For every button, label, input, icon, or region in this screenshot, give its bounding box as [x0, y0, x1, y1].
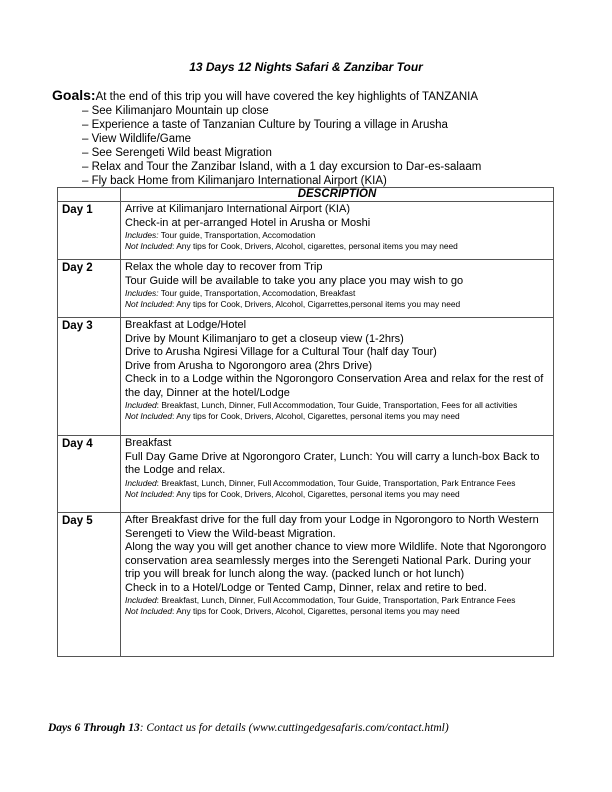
description-line: After Breakfast drive for the full day from your Lodge in Ngorongoro to North Western Serengeti to View the Wild-beast Migration.: [125, 514, 539, 540]
includes-line: Included: Breakfast, Lunch, Dinner, Full Accommodation, Tour Guide, Transportation, Park Entrance Fees: [125, 477, 516, 488]
description-line: Drive by Mount Kilimanjaro to get a closeup view (1-2hrs): [125, 332, 404, 345]
description-line: Full Day Game Drive at Ngorongoro Crater, Lunch: You will carry a lunch-box Back to the Lodge and relax.: [125, 450, 540, 476]
not-included-line: Not Included: Any tips for Cook, Drivers, Alcohol, cigarettes, personal items you may need: [125, 241, 458, 251]
includes-label: Includes:: [125, 288, 159, 298]
goals-intro: At the end of this trip you will have covered the key highlights of TANZANIA: [95, 91, 479, 103]
table-row: [58, 260, 554, 318]
goal-item: – Fly back Home from Kilimanjaro International Airport (KIA): [82, 175, 387, 187]
goals-label: Goals:: [52, 87, 96, 103]
description-line: Breakfast: [125, 437, 172, 449]
table-row: [58, 202, 554, 260]
description-line: Drive to Arusha Ngiresi Village for a Cultural Tour (half day Tour): [125, 346, 437, 358]
not-included-label: Not Included: [125, 299, 173, 309]
goal-item: – Relax and Tour the Zanzibar Island, with a 1 day excursion to Dar-es-salaam: [82, 161, 482, 173]
description-line: Breakfast at Lodge/Hotel: [125, 319, 247, 331]
description-line: Drive from Arusha to Ngorongoro area (2hrs Drive): [125, 359, 372, 372]
day-label: Day 1: [58, 202, 121, 260]
footer-text: : Contact us for details (www.cuttingedgesafaris.com/contact.html): [139, 722, 449, 734]
description-line: Arrive at Kilimanjaro International Airport (KIA): [125, 203, 350, 215]
includes-line: Included: Breakfast, Lunch, Dinner, Full Accommodation, Tour Guide, Transportation, Fees for all activities: [125, 400, 518, 410]
goals-section: [52, 88, 592, 188]
not-included-label: Not Included: [125, 411, 173, 421]
itinerary-table: [57, 187, 554, 657]
goal-item: – Experience a taste of Tanzanian Culture by Touring a village in Arusha: [82, 119, 448, 131]
goal-item: – See Kilimanjaro Mountain up close: [82, 105, 269, 117]
not-included-label: Not Included: [125, 488, 173, 499]
not-included-label: Not Included: [125, 241, 173, 251]
day-description: [121, 260, 554, 318]
description-line: Along the way you will get another chance to view more Wildlife. Note that Ngorongoro conservation area seamlessly merges into the Serengeti National Park. During your trip you will break for lunch along the way. (packed lunch or hot lunch): [125, 541, 547, 580]
day-description: [121, 318, 554, 436]
footer-label: Days 6 Through 13: [48, 722, 140, 734]
day-label: Day 3: [58, 318, 121, 436]
description-line: Check in to a Lodge within the Ngorongoro Conservation Area and relax for the rest of the day, Dinner at the hotel/Lodge: [125, 373, 544, 399]
includes-label: Includes:: [125, 230, 159, 240]
description-line: Check-in at per-arranged Hotel in Arusha or Moshi: [125, 216, 371, 229]
description-line: Relax the whole day to recover from Trip: [125, 261, 323, 273]
description-line: Tour Guide will be available to take you any place you may wish to go: [125, 274, 464, 287]
day-description: [121, 436, 554, 513]
day-label: Day 5: [58, 513, 121, 657]
includes-line: Includes: Tour guide, Transportation, Accomodation, Breakfast: [125, 288, 356, 298]
goal-item: – View Wildlife/Game: [82, 133, 192, 145]
day-label: Day 4: [58, 436, 121, 513]
goals-intro-line: [52, 88, 592, 104]
table-header-row: [58, 188, 554, 202]
includes-line: Includes: Tour guide, Transportation, Accomodation: [125, 230, 316, 240]
includes-line: Included: Breakfast, Lunch, Dinner, Full Accommodation, Tour Guide, Transportation, Park Entrance Fees: [125, 595, 516, 605]
table-row: [58, 318, 554, 436]
includes-label: Included: [125, 400, 157, 410]
day-label: Day 2: [58, 260, 121, 318]
not-included-line: Not Included: Any tips for Cook, Drivers, Alcohol, Cigarettes, personal items you may need: [125, 488, 460, 499]
table-row: [58, 513, 554, 657]
day-description: [121, 513, 554, 657]
not-included-line: Not Included: Any tips for Cook, Drivers, Alcohol, Cigarettes, personal items you may need: [125, 606, 460, 616]
not-included-line: Not Included: Any tips for Cook, Drivers, Alcohol, Cigarettes, personal items you may need: [125, 411, 460, 421]
day-description: [121, 202, 554, 260]
not-included-line: Not Included: Any tips for Cook, Drivers, Alcohol, Cigarrettes,personal items you may need: [125, 299, 461, 309]
header-empty-cell: [58, 188, 121, 202]
description-header: DESCRIPTION: [121, 188, 554, 202]
footer-note: [48, 722, 449, 734]
includes-label: Included: [125, 595, 157, 605]
document-title: 13 Days 12 Nights Safari & Zanzibar Tour: [189, 60, 423, 74]
goal-item: – See Serengeti Wild beast Migration: [82, 147, 272, 159]
includes-label: Included: [125, 477, 157, 488]
goals-list: [52, 104, 592, 188]
table-row: [58, 436, 554, 513]
description-line: Check in to a Hotel/Lodge or Tented Camp, Dinner, relax and retire to bed.: [125, 581, 487, 594]
not-included-label: Not Included: [125, 606, 173, 616]
